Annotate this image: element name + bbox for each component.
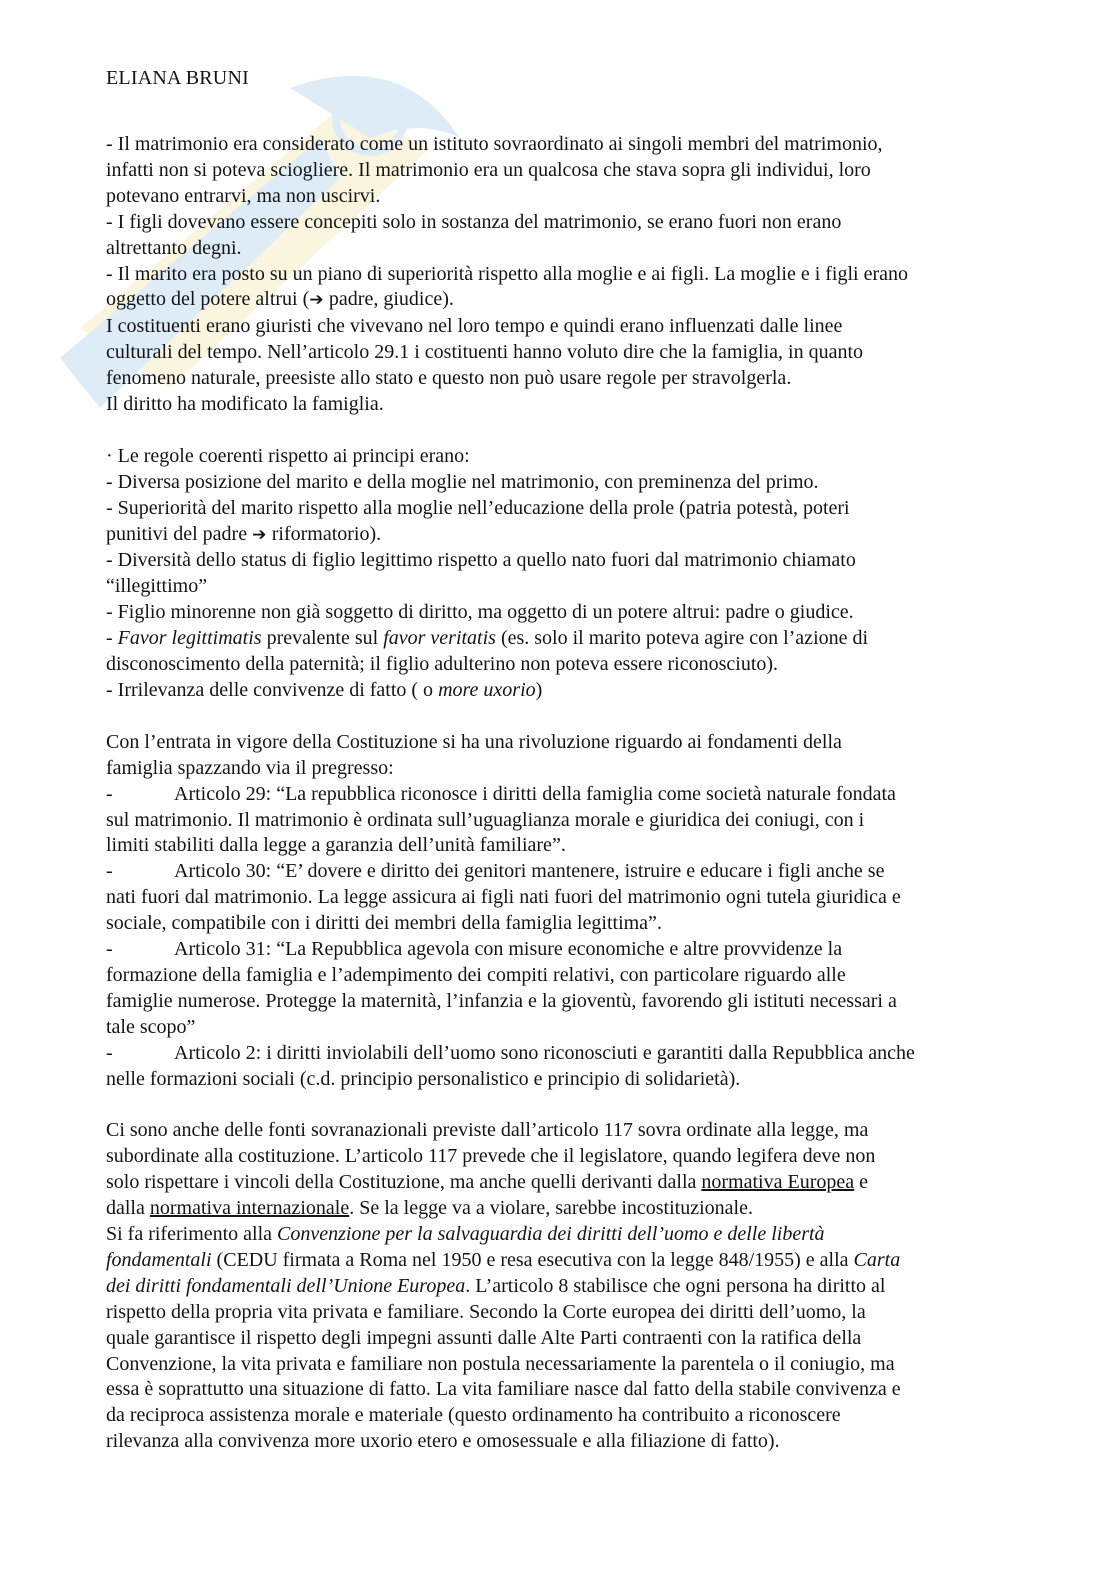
arrow-right-icon: ➔ — [309, 290, 329, 311]
text-span: punitivi del padre — [106, 522, 253, 545]
document-body — [106, 132, 1016, 1455]
text-line: nati fuori dal matrimonio. La legge assicura ai figli nati fuori del matrimonio ogni tutela giuridica e — [106, 886, 901, 909]
text-span: (es. solo il marito poteva agire con l’azione di — [495, 627, 869, 650]
text-line — [106, 1196, 1016, 1222]
text-line: “illegittimo” — [106, 575, 208, 598]
italic-term: Convenzione per la salvaguardia dei diritti dell’uomo e delle libertà — [277, 1223, 825, 1246]
text-line: - Diversa posizione del marito e della moglie nel matrimonio, con preminenza del primo. — [106, 470, 819, 493]
text-line: fenomeno naturale, preesiste allo stato e questo non può usare regole per stravolgerla. — [106, 367, 792, 390]
text-line — [106, 1274, 1016, 1300]
text-line: - Figlio minorenne non già soggetto di diritto, ma oggetto di un potere altrui: padre o giudice. — [106, 601, 854, 624]
text-line: Convenzione, la vita privata e familiare non postula necessariamente la parentela o il coniugio, ma — [106, 1352, 895, 1375]
text-span: (CEDU firmata a Roma nel 1950 e resa esecutiva con la legge 848/1955) e alla — [211, 1248, 854, 1271]
text-span: Articolo 29: “La repubblica riconosce i diritti della famiglia come società naturale fondata — [174, 782, 896, 805]
text-line: I costituenti erano giuristi che vivevano nel loro tempo e quindi erano influenzati dalle linee — [106, 315, 843, 338]
text-line: - Il marito era posto su un piano di superiorità rispetto alla moglie e ai figli. La moglie e i figli erano — [106, 262, 909, 285]
text-span: riformatorio). — [271, 522, 382, 545]
text-line: Con l’entrata in vigore della Costituzione si ha una rivoluzione riguardo ai fondamenti della — [106, 730, 842, 753]
italic-term: dei diritti fondamentali dell’Unione Europea — [106, 1274, 466, 1297]
text-line — [106, 522, 1016, 549]
text-line: altrettanto degni. — [106, 236, 242, 259]
text-line: sociale, compatibile con i diritti dei membri della famiglia legittima”. — [106, 912, 662, 935]
text-line — [106, 1248, 1016, 1274]
text-line: famiglia spazzando via il pregresso: — [106, 756, 394, 779]
text-line: disconoscimento della paternità; il figlio adulterino non poteva essere riconosciuto). — [106, 653, 779, 676]
text-line: subordinate alla costituzione. L’articolo 117 prevede che il legislatore, quando legifera deve non — [106, 1145, 876, 1168]
arrow-right-icon: ➔ — [252, 524, 272, 545]
text-span: Articolo 30: “E’ dovere e diritto dei genitori mantenere, istruire e educare i figli anche se — [174, 860, 885, 883]
text-line: da reciproca assistenza morale e materiale (questo ordinamento ha contribuito a riconoscere — [106, 1404, 841, 1427]
text-line: rispetto della propria vita privata e familiare. Secondo la Corte europea dei diritti dell’uomo, la — [106, 1300, 866, 1323]
text-line: Il diritto ha modificato la famiglia. — [106, 393, 384, 416]
text-line — [106, 626, 1016, 652]
text-span: - Irrilevanza delle convivenze di fatto ( o — [106, 679, 439, 702]
paragraph-gap — [106, 704, 1016, 730]
text-line: Ci sono anche delle fonti sovranazionali previste dall’articolo 117 sovra ordinate alla legge, ma — [106, 1119, 869, 1142]
text-line: famiglie numerose. Protegge la maternità, l’infanzia e la gioventù, favorendo gli istituti necessari a — [106, 989, 897, 1012]
list-dash: - — [106, 860, 113, 883]
text-line — [106, 1222, 1016, 1248]
text-line: · Le regole coerenti rispetto ai principi erano: — [106, 444, 470, 467]
list-dash: - — [106, 782, 113, 805]
text-line: limiti stabiliti dalla legge a garanzia dell’unità familiare”. — [106, 834, 566, 857]
underlined-term: normativa Europea — [701, 1171, 855, 1194]
italic-term: Carta — [853, 1248, 901, 1271]
text-line: culturali del tempo. Nell’articolo 29.1 i costituenti hanno voluto dire che la famiglia, in quanto — [106, 341, 864, 364]
list-dash: - — [106, 938, 113, 961]
text-line: essa è soprattutto una situazione di fatto. La vita familiare nasce dal fatto della stabile convivenza e — [106, 1378, 901, 1401]
text-line — [106, 1170, 1016, 1196]
text-line — [106, 287, 1016, 314]
text-line: tale scopo” — [106, 1015, 196, 1038]
text-line: potevano entrarvi, ma non uscirvi. — [106, 184, 381, 207]
italic-term: Favor legittimatis — [117, 627, 262, 650]
text-line: formazione della famiglia e l’adempimento dei compiti relativi, con particolare riguardo alle — [106, 963, 846, 986]
text-span: - — [106, 627, 118, 650]
text-line — [106, 859, 1016, 885]
text-span: solo rispettare i vincoli della Costituzione, ma anche quelli derivanti dalla — [106, 1171, 702, 1194]
text-line: quale garantisce il rispetto degli impegni assunti dalle Alte Parti contraenti con la ratifica della — [106, 1326, 862, 1349]
italic-term: favor veritatis — [383, 627, 496, 650]
text-span: Si fa riferimento alla — [106, 1223, 278, 1246]
text-line — [106, 937, 1016, 963]
text-span: oggetto del potere altrui ( — [106, 288, 310, 311]
text-line — [106, 782, 1016, 808]
text-span: e — [854, 1171, 868, 1194]
paragraph-gap — [106, 418, 1016, 444]
text-line: - Diversità dello status di figlio legittimo rispetto a quello nato fuori dal matrimonio chiamato — [106, 549, 856, 572]
text-line: - Superiorità del marito rispetto alla moglie nell’educazione della prole (patria potestà, poteri — [106, 496, 850, 519]
text-line: nelle formazioni sociali (c.d. principio personalistico e principio di solidarietà). — [106, 1067, 741, 1090]
text-span: dalla — [106, 1197, 150, 1220]
paragraph-gap — [106, 1093, 1016, 1119]
text-span: prevalente sul — [261, 627, 384, 650]
text-line: - I figli dovevano essere concepiti solo in sostanza del matrimonio, se erano fuori non erano — [106, 210, 842, 233]
text-line — [106, 678, 1016, 704]
text-line: - Il matrimonio era considerato come un istituto sovraordinato ai singoli membri del matrimonio, — [106, 133, 883, 155]
text-line: sul matrimonio. Il matrimonio è ordinata sull’uguaglianza morale e giuridica dei coniugi, con i — [106, 808, 865, 831]
text-span: Articolo 31: “La Repubblica agevola con misure economiche e altre provvidenze la — [174, 938, 843, 961]
text-line: infatti non si poteva sciogliere. Il matrimonio era un qualcosa che stava sopra gli individui, loro — [106, 158, 871, 181]
text-span: Articolo 2: i diritti inviolabili dell’uomo sono riconosciuti e garantiti dalla Repubblica anche — [174, 1041, 915, 1064]
text-span: ) — [535, 679, 543, 702]
underlined-term: normativa internazionale — [149, 1197, 350, 1220]
text-span: . L’articolo 8 stabilisce che ogni persona ha diritto al — [465, 1274, 886, 1297]
author-name: ELIANA BRUNI — [106, 67, 249, 89]
list-dash: - — [106, 1041, 113, 1064]
text-line — [106, 1041, 1016, 1067]
text-span: padre, giudice). — [328, 288, 454, 311]
italic-term: fondamentali — [106, 1248, 212, 1271]
italic-term: more uxorio — [438, 679, 536, 702]
text-line: rilevanza alla convivenza more uxorio etero e omosessuale e alla filiazione di fatto). — [106, 1430, 780, 1453]
text-span: . Se la legge va a violare, sarebbe incostituzionale. — [349, 1197, 753, 1220]
